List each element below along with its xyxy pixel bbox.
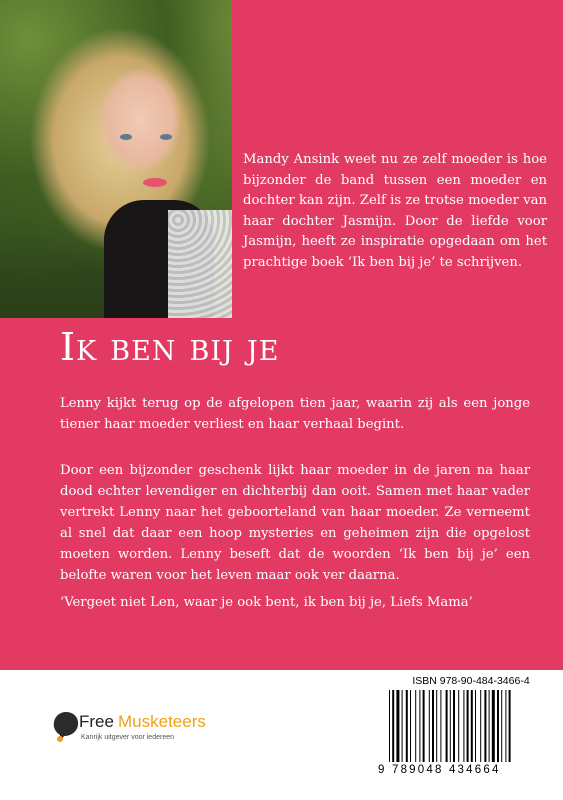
author-bio: Mandy Ansink weet nu ze zelf moeder is hoe bijzonder de band tussen een moeder en dochter kan zijn. Zelf is ze trotse moeder van haar dochter Jasmijn. Door de liefde voor Jasmijn, heeft ze inspiratie opgedaan om het prachtige boek ‘Ik ben bij je’ te schrijven. — [243, 152, 547, 270]
barcode-digits: 9 789048 434664 — [378, 764, 501, 776]
book-title: Ik ben bij je — [60, 325, 280, 369]
blurb-quote: ‘Vergeet niet Len, waar je ook bent, ik ben bij je, Liefs Mama’ — [60, 595, 473, 610]
author-photo — [0, 0, 232, 318]
isbn-label: ISBN 978-90-484-3466-4 — [412, 675, 530, 687]
blurb-paragraph-2: Door een bijzonder geschenk lijkt haar moeder in de jaren na haar dood echter levendiger en dichterbij dan ooit. Samen met haar vader vertrekt Lenny naar het geboorteland van haar moeder. Ze verneemt al snel dat daar een hoop mysteries en geheimen zijn die opgelost moeten worden. Lenny beseft dat de woorden ‘Ik ben bij je’ een belofte waren voor het leven maar ook ver daarna. — [60, 463, 530, 583]
publisher-name-musketeers: Musketeers — [118, 712, 206, 731]
publisher-tagline: Kanrijk uitgever voor iedereen — [81, 734, 174, 741]
blurb-paragraph-1: Lenny kijkt terug op de afgelopen tien jaar, waarin zij als een jonge tiener haar moeder verliest en haar verhaal begint. — [60, 396, 530, 432]
publisher-name-free: Free — [79, 712, 114, 731]
publisher-logo — [52, 706, 272, 750]
speech-bubble-icon — [52, 710, 80, 744]
isbn-barcode — [387, 690, 555, 762]
